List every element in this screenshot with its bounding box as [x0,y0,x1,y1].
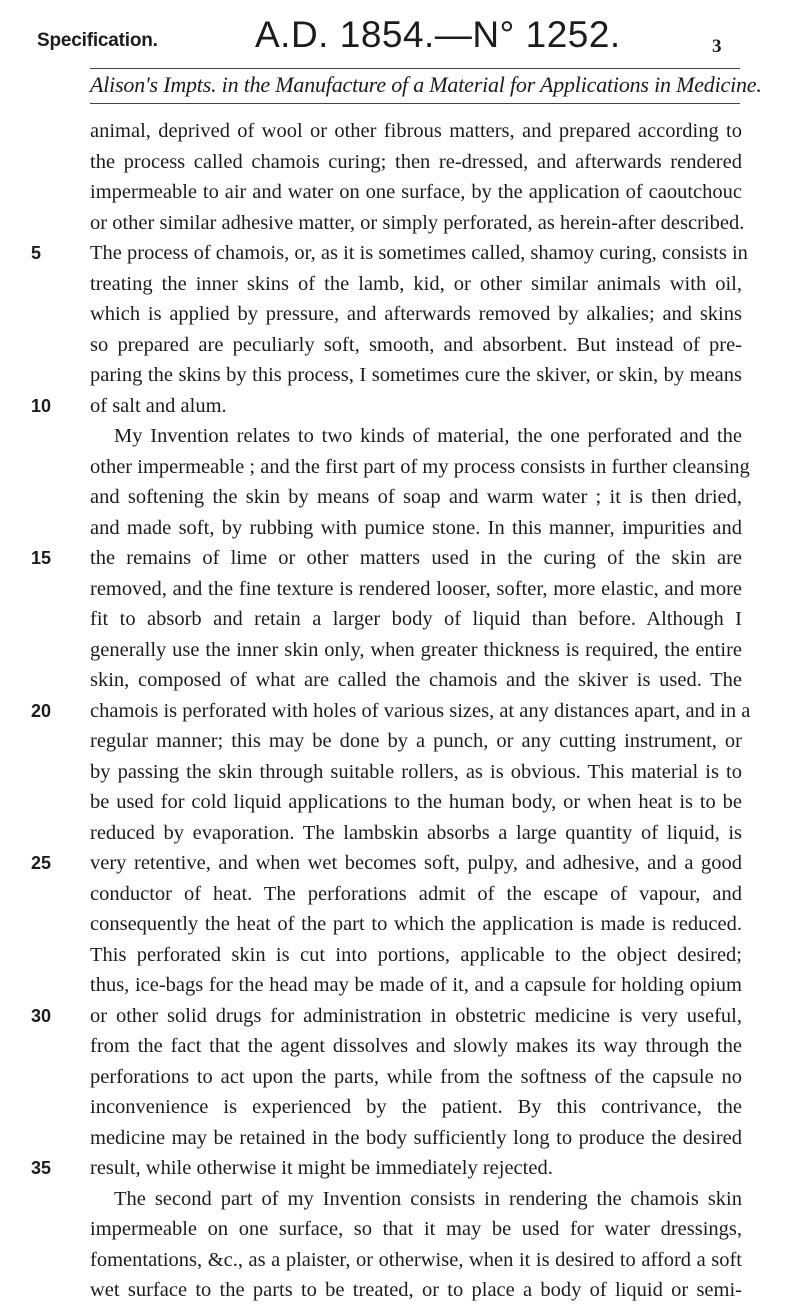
text-line [90,574,742,605]
specification-label: Specification. [37,30,158,51]
text-line [31,391,742,422]
text-line [90,787,742,818]
patent-header-title: A.D. 1854.—N° 1252. [255,14,621,55]
text-line [90,360,742,391]
line-text: the remains of lime or other matters used in the curing of the skin are [90,547,742,569]
line-text: be used for cold liquid applications to the human body, or when heat is to be [90,791,742,813]
line-text: treating the inner skins of the lamb, kid, or other similar animals with oil, [90,272,742,295]
text-line [90,452,750,483]
line-text: generally use the inner skin only, when greater thickness is required, the entire [90,638,742,661]
text-line [90,299,742,330]
line-text: or other similar adhesive matter, or simply perforated, as herein-after described. [90,211,745,234]
line-number: 10 [31,395,52,416]
line-number: 5 [31,243,42,263]
text-line [90,970,742,1001]
line-text: fit to absorb and retain a larger body of liquid than before. Although I [90,608,742,630]
text-line [90,269,742,300]
text-line [90,757,742,788]
line-text: paring the skins by this process, I sometimes cure the skiver, or skin, by means [90,364,742,386]
page-number: 3 [712,36,722,57]
header-rule-top [90,68,740,69]
line-text: very retentive, and when wet becomes soft, pulpy, and adhesive, and a good [90,852,742,874]
line-text: which is applied by pressure, and afterwards removed by alkalies; and skins [90,303,742,325]
line-number: 15 [31,548,52,568]
text-line [90,1031,742,1062]
text-line [90,1123,742,1154]
text-line [90,940,742,971]
line-text: animal, deprived of wool or other fibrous matters, and prepared according to [90,120,742,142]
text-line [90,1245,742,1276]
text-line [90,1062,742,1093]
line-text: skin, composed of what are called the chamois and the skiver is used. The [90,669,742,691]
line-text: impermeable to air and water on one surface, by the application of caoutchouc [90,181,742,203]
line-text: consequently the heat of the part to which the application is made is reduced. [90,913,742,935]
line-text: regular manner; this may be done by a punch, or any cutting instrument, or [90,730,742,752]
text-line [90,726,742,757]
line-number: 35 [31,1158,52,1178]
text-line [31,1001,742,1032]
line-text: The process of chamois, or, as it is sometimes called, shamoy curing, consists in [90,242,748,264]
line-text: My Invention relates to two kinds of material, the one perforated and the [114,425,742,447]
line-text: This perforated skin is cut into portions, applicable to the object desired; [90,943,742,966]
text-line [90,208,745,239]
line-text: wet surface to the parts to be treated, or to place a body of liquid or semi- [90,1279,742,1301]
line-text: result, while otherwise it might be immediately rejected. [90,1157,553,1179]
line-text: chamois is perforated with holes of various sizes, at any distances apart, and in a [90,699,751,722]
line-text: so prepared are peculiarly soft, smooth, and absorbent. But instead of pre- [90,333,742,356]
text-line [90,635,742,666]
line-text: the process called chamois curing; then re-dressed, and afterwards rendered [90,150,742,173]
line-text: The second part of my Invention consists in rendering the chamois skin [114,1187,742,1210]
line-text: from the fact that the agent dissolves and slowly makes its way through the [90,1035,742,1057]
line-text: medicine may be retained in the body sufficiently long to produce the desired [90,1126,742,1149]
line-text: of salt and alum. [90,394,227,417]
line-number: 20 [31,700,52,721]
line-text: or other solid drugs for administration in obstetric medicine is very useful, [90,1004,742,1027]
text-line [90,909,742,940]
line-text: conductor of heat. The perforations admit of the escape of vapour, and [90,882,742,905]
text-line [90,116,742,147]
text-line [90,1214,742,1245]
text-line [90,879,742,910]
line-text: perforations to act upon the parts, while from the softness of the capsule no [90,1065,742,1088]
body-text [31,116,751,1306]
text-line [31,543,742,574]
running-title: Alison's Impts. in the Manufacture of a Material for Applications in Medicine. [90,72,762,97]
text-line [90,513,742,544]
line-text: removed, and the fine texture is rendered looser, softer, more elastic, and more [90,577,742,600]
text-line [90,421,742,452]
text-line [90,604,742,635]
line-text: by passing the skin through suitable rollers, as is obvious. This material is to [90,760,742,783]
line-text: impermeable on one surface, so that it may be used for water dressings, [90,1218,742,1240]
line-text: other impermeable ; and the first part of my process consists in further cleansing [90,455,750,478]
text-line [90,1184,742,1215]
text-line [31,1153,742,1184]
line-text: thus, ice-bags for the head may be made of it, and a capsule for holding opium [90,974,742,996]
text-line [90,147,742,178]
line-text: inconvenience is experienced by the patient. By this contrivance, the [90,1096,742,1118]
line-text: and made soft, by rubbing with pumice stone. In this manner, impurities and [90,516,742,539]
text-line [90,177,742,208]
text-line [90,330,742,361]
line-number: 30 [31,1005,52,1026]
line-text: fomentations, &c., as a plaister, or otherwise, when it is desired to afford a soft [90,1248,742,1271]
line-text: and softening the skin by means of soap and warm water ; it is then dried, [90,486,742,508]
text-line [31,238,748,269]
line-text: reduced by evaporation. The lambskin absorbs a large quantity of liquid, is [90,821,742,844]
line-number: 25 [31,853,52,873]
text-line [90,1092,742,1123]
header-rule-bottom [90,103,740,104]
text-line [31,696,751,727]
text-line [90,482,742,513]
text-line [90,818,742,849]
text-line [90,1275,742,1306]
text-line [90,665,742,696]
text-line [31,848,742,879]
